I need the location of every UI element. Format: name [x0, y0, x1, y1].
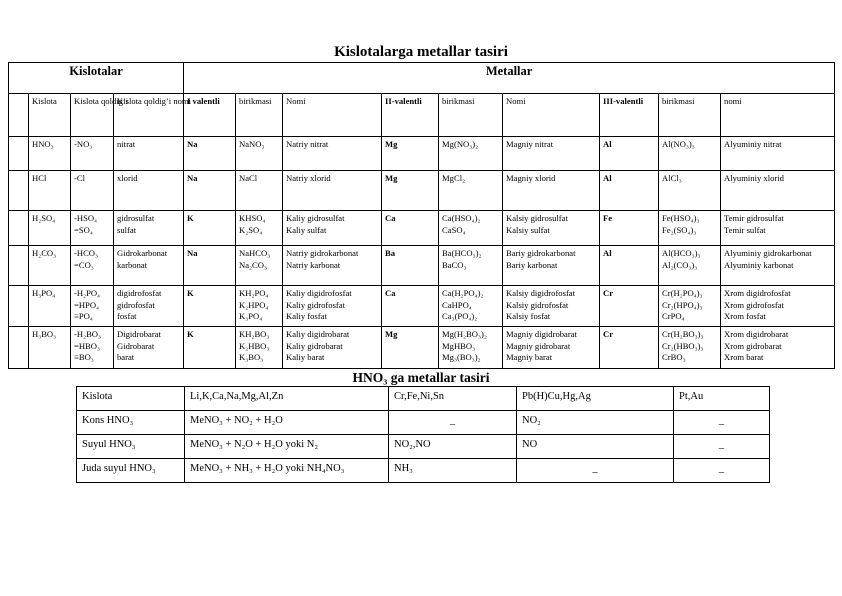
table-cell — [600, 171, 659, 211]
table-cell — [29, 246, 71, 286]
table-cell — [283, 327, 382, 369]
cell-line: Natriy gidrokarbonat — [286, 248, 359, 258]
table-cell — [236, 246, 283, 286]
table-cell — [283, 137, 382, 171]
cell-line: digidrofosfat — [117, 288, 162, 298]
cell-line: NH₃ — [394, 463, 413, 474]
cell-line: -Cl — [74, 173, 85, 183]
cell-line: Ca — [385, 288, 396, 298]
table-cell — [114, 171, 184, 211]
cell-line: Gidrobarat — [117, 340, 155, 351]
column-header — [114, 94, 191, 137]
cell-line: Ca(HSO₄)₂ — [442, 213, 481, 223]
cell-line: Alyuminiy xlorid — [724, 173, 784, 183]
cell-line: K — [187, 213, 194, 223]
cell-line: Natriy nitrat — [286, 139, 329, 149]
table-cell — [236, 327, 283, 369]
table-row — [9, 246, 835, 286]
hno3-metal-table — [76, 386, 770, 483]
cell-line: Bariy karbonat — [506, 259, 558, 270]
cell-line: Kalsiy gidrosulfat — [506, 213, 568, 223]
column-header — [29, 94, 71, 137]
table-cell — [29, 327, 71, 369]
cell-line: Gidrokarbonat — [117, 248, 168, 258]
cell-line: CrBO₃ — [662, 352, 686, 362]
cell-line: KH₂PO₄ — [239, 288, 269, 298]
cell-line: Bariy gidrokarbonat — [506, 248, 576, 258]
group-header-metallar: Metallar — [184, 63, 835, 94]
table-cell — [503, 211, 600, 246]
cell-line: Mg(H₂BO₃)₂ — [442, 329, 487, 339]
cell-line: Mg — [385, 173, 398, 183]
table-cell — [389, 459, 517, 483]
cell-line: =CO₃ — [74, 259, 94, 270]
table-cell — [503, 171, 600, 211]
table-row — [77, 459, 770, 483]
column-header — [71, 94, 129, 137]
cell-line: Al(HCO₃)₃ — [662, 248, 701, 258]
table-cell — [184, 286, 236, 327]
table-row — [9, 286, 835, 327]
cell-line: gidrosulfat — [117, 213, 155, 223]
table-cell — [721, 327, 835, 369]
cell-line: Cr₂(HBO₃)₃ — [662, 340, 704, 351]
cell-line: fosfat — [117, 311, 137, 321]
table-cell — [114, 137, 184, 171]
table-cell — [29, 211, 71, 246]
cell-line: Natriy xlorid — [286, 173, 331, 183]
table-cell — [382, 246, 439, 286]
cell-line: Nomi — [286, 96, 306, 106]
cell-line: Mg₃(BO₃)₂ — [442, 352, 481, 362]
cell-line: Kislota qoldig’i — [74, 96, 129, 106]
column-header — [185, 387, 389, 411]
cell-line: Kislota qoldig’i nomi — [117, 96, 191, 106]
cell-line: nitrat — [117, 139, 136, 149]
cell-line: H₃BO₃ — [32, 329, 57, 339]
cell-line: barat — [117, 352, 135, 362]
cell-line: MeNO₃ + NH₃ + H₂O yoki NH₄NO₃ — [190, 463, 345, 474]
cell-line: CrPO₄ — [662, 311, 685, 321]
cell-line: birikmasi — [442, 96, 475, 106]
page-title: Kislotalarga metallar tasiri — [334, 44, 508, 60]
cell-line: Na — [187, 173, 198, 183]
cell-line: xlorid — [117, 173, 138, 183]
table-cell — [184, 171, 236, 211]
table-cell — [439, 246, 503, 286]
table-cell — [382, 327, 439, 369]
column-header — [283, 94, 382, 137]
cell-line: Digidrobarat — [117, 329, 161, 339]
cell-line: Xrom digidrobarat — [724, 329, 789, 339]
cell-line: K — [187, 288, 194, 298]
cell-line: sulfat — [117, 224, 137, 235]
table-row — [9, 137, 835, 171]
cell-line: Xrom digidrofosfat — [724, 288, 791, 298]
table-cell — [721, 137, 835, 171]
table-cell — [389, 411, 517, 435]
table-cell — [71, 211, 114, 246]
cell-line: Al — [603, 173, 612, 183]
cell-line: MgHBO₃ — [442, 340, 476, 351]
cell-line: Fe — [603, 213, 613, 223]
cell-line: Kaliy gidrofosfat — [286, 299, 345, 310]
table-cell — [236, 137, 283, 171]
table-cell — [600, 286, 659, 327]
table-cell — [721, 286, 835, 327]
table-cell — [517, 411, 674, 435]
table-cell — [503, 137, 600, 171]
table-cell — [114, 246, 184, 286]
table-cell — [236, 286, 283, 327]
cell-line: Temir gidrosulfat — [724, 213, 784, 223]
table-row — [9, 211, 835, 246]
cell-line: _ — [718, 463, 725, 474]
cell-line: -NO₃ — [74, 139, 93, 149]
cell-line: CaHPO₄ — [442, 299, 472, 310]
cell-line: K₃BO₃ — [239, 352, 264, 362]
cell-line: ≡BO₃ — [74, 352, 94, 362]
cell-line: Kaliy sulfat — [286, 224, 327, 235]
table-cell — [29, 137, 71, 171]
cell-line: Xrom gidrofosfat — [724, 299, 784, 310]
cell-line: Kislota — [32, 96, 57, 106]
cell-line: Fe₂(SO₄)₃ — [662, 224, 697, 235]
table-cell — [236, 171, 283, 211]
column-header — [674, 387, 770, 411]
cell-line: BaCO₃ — [442, 259, 467, 270]
table-cell — [721, 211, 835, 246]
table-cell — [283, 211, 382, 246]
cell-line: MeNO₃ + N₂O + H₂O yoki N₂ — [190, 439, 318, 450]
table-cell — [382, 286, 439, 327]
acid-metal-table — [8, 62, 835, 369]
column-header — [600, 94, 659, 137]
cell-line: Cr — [603, 288, 614, 298]
cell-line: Magniy xlorid — [506, 173, 556, 183]
cell-line: K₂HBO₃ — [239, 340, 270, 351]
cell-line: MgCl₂ — [442, 173, 466, 183]
cell-line: Li,K,Ca,Na,Mg,Al,Zn — [190, 391, 284, 402]
cell-line: NaNO₃ — [239, 139, 265, 149]
cell-line: Alyuminiy karbonat — [724, 259, 794, 270]
cell-line: Pt,Au — [679, 391, 704, 402]
table-cell — [659, 211, 721, 246]
column-header — [439, 94, 503, 137]
cell-line: birikmasi — [662, 96, 695, 106]
cell-line: karbonat — [117, 259, 148, 270]
table-cell — [114, 286, 184, 327]
cell-line: -HSO₄ — [74, 213, 98, 223]
table-cell — [600, 137, 659, 171]
cell-line: Cr,Fe,Ni,Sn — [394, 391, 445, 402]
cell-line: Magniy nitrat — [506, 139, 554, 149]
table-cell — [71, 327, 114, 369]
table-cell — [659, 327, 721, 369]
cell-line: _ — [718, 415, 725, 426]
table-cell — [389, 435, 517, 459]
cell-line: AlCl₃ — [662, 173, 682, 183]
column-header — [517, 387, 674, 411]
cell-line: MeNO₃ + NO₂ + H₂O — [190, 415, 283, 426]
cell-line: H₂SO₄ — [32, 213, 56, 223]
cell-line: Al — [603, 139, 612, 149]
table-cell — [114, 327, 184, 369]
table-cell — [439, 286, 503, 327]
table-cell — [659, 286, 721, 327]
cell-line: Xrom fosfat — [724, 311, 766, 321]
cell-line: Ca(H₂PO₄)₂ — [442, 288, 484, 298]
table-cell — [29, 171, 71, 211]
cell-line: NO — [522, 439, 538, 450]
cell-line: Kons HNO₃ — [82, 415, 134, 426]
cell-line: K — [187, 329, 194, 339]
cell-line: -H₂PO₄ — [74, 288, 101, 298]
blank-cell — [9, 137, 29, 171]
cell-line: Magniy digidrobarat — [506, 329, 577, 339]
cell-line: ≡PO₄ — [74, 311, 93, 321]
cell-line: Mg — [385, 329, 398, 339]
cell-line: Magniy gidrobarat — [506, 340, 571, 351]
cell-line: Al(NO₃)₃ — [662, 139, 695, 149]
cell-line: Cr₂(HPO₄)₃ — [662, 299, 703, 310]
cell-line: Kaliy digidrobarat — [286, 329, 350, 339]
table-cell — [236, 211, 283, 246]
column-header — [389, 387, 517, 411]
column-header — [382, 94, 439, 137]
cell-line: I valentli — [187, 96, 220, 106]
table-row — [77, 411, 770, 435]
table-cell — [659, 171, 721, 211]
table-cell — [185, 435, 389, 459]
cell-line: Ca — [385, 213, 396, 223]
table-cell — [114, 211, 184, 246]
column-header — [184, 94, 236, 137]
cell-line: _ — [449, 415, 456, 426]
cell-line: =HBO₃ — [74, 340, 100, 351]
cell-line: NO₂,NO — [394, 439, 431, 450]
cell-line: Ba — [385, 248, 396, 258]
cell-line: _ — [718, 439, 725, 450]
cell-line: Na₂CO₃ — [239, 259, 267, 270]
cell-line: K₂HPO₄ — [239, 299, 269, 310]
blank-cell — [9, 327, 29, 369]
table-cell — [659, 137, 721, 171]
cell-line: _ — [592, 463, 598, 474]
table-cell — [382, 171, 439, 211]
cell-line: gidrofosfat — [117, 299, 155, 310]
table-cell — [382, 211, 439, 246]
cell-line: Kalsiy sulfat — [506, 224, 550, 235]
cell-line: III-valentli — [603, 96, 644, 106]
column-header — [77, 387, 185, 411]
cell-line: Cr(H₂PO₄)₃ — [662, 288, 703, 298]
cell-line: Al₂(CO₃)₃ — [662, 259, 698, 270]
cell-line: Juda suyul HNO₃ — [82, 463, 156, 474]
cell-line: H₂CO₃ — [32, 248, 57, 258]
cell-line: Temir sulfat — [724, 224, 766, 235]
table-cell — [382, 137, 439, 171]
cell-line: Ba(HCO₃)₂ — [442, 248, 482, 258]
cell-line: Kaliy digidrofosfat — [286, 288, 352, 298]
table-cell — [71, 171, 114, 211]
cell-line: Mg(NO₃)₂ — [442, 139, 479, 149]
cell-line: K₂SO₄ — [239, 224, 263, 235]
table-cell — [77, 411, 185, 435]
cell-line: -HCO₃ — [74, 248, 99, 258]
cell-line: Fe(HSO₄)₃ — [662, 213, 700, 223]
cell-line: CaSO₄ — [442, 224, 466, 235]
table-cell — [184, 137, 236, 171]
table-cell — [517, 435, 674, 459]
cell-line: KHSO₄ — [239, 213, 266, 223]
cell-line: nomi — [724, 96, 742, 106]
column-header — [503, 94, 600, 137]
table-cell — [29, 286, 71, 327]
table-row — [77, 435, 770, 459]
blank-cell — [9, 246, 29, 286]
cell-line: Kaliy fosfat — [286, 311, 327, 321]
table-cell — [721, 246, 835, 286]
cell-line: Alyuminiy nitrat — [724, 139, 782, 149]
table-cell — [721, 171, 835, 211]
table-cell — [283, 171, 382, 211]
cell-line: Na — [187, 248, 198, 258]
cell-line: Na — [187, 139, 198, 149]
table-cell — [71, 246, 114, 286]
cell-line: II-valentli — [385, 96, 422, 106]
table-cell — [517, 459, 674, 483]
table-cell — [503, 246, 600, 286]
table-cell — [674, 459, 770, 483]
group-header-kislotalar: Kislotalar — [9, 63, 184, 94]
cell-line: Magniy barat — [506, 352, 553, 362]
table-cell — [77, 459, 185, 483]
table-row — [9, 171, 835, 211]
table-cell — [71, 137, 114, 171]
table-cell — [184, 246, 236, 286]
table-cell — [184, 327, 236, 369]
cell-line: Suyul HNO₃ — [82, 439, 136, 450]
cell-line: Kaliy gidrosulfat — [286, 213, 345, 223]
cell-line: NaCl — [239, 173, 258, 183]
table-row — [9, 327, 835, 369]
cell-line: Mg — [385, 139, 398, 149]
cell-line: H₃PO₄ — [32, 288, 56, 298]
cell-line: Kislota — [82, 391, 113, 402]
cell-line: Natriy karbonat — [286, 259, 341, 270]
column-header — [721, 94, 835, 137]
cell-line: K₃PO₄ — [239, 311, 263, 321]
blank-cell — [9, 286, 29, 327]
table-cell — [283, 246, 382, 286]
cell-line: =HPO₄ — [74, 299, 100, 310]
header-row — [77, 387, 770, 411]
table-cell — [503, 286, 600, 327]
table-cell — [439, 327, 503, 369]
cell-line: Kalsiy gidrofosfat — [506, 299, 569, 310]
cell-line: HCl — [32, 173, 47, 183]
table-cell — [600, 246, 659, 286]
cell-line: =SO₄ — [74, 224, 93, 235]
blank-cell — [9, 211, 29, 246]
cell-line: Cr — [603, 329, 614, 339]
table-cell — [185, 459, 389, 483]
cell-line: Cr(H₂BO₃)₃ — [662, 329, 704, 339]
cell-line: Al — [603, 248, 612, 258]
blank-cell — [9, 171, 29, 211]
cell-line: NaHCO₃ — [239, 248, 271, 258]
table-cell — [439, 171, 503, 211]
cell-line: Xrom gidrobarat — [724, 340, 782, 351]
table-cell — [659, 246, 721, 286]
cell-line: Kaliy gidrobarat — [286, 340, 343, 351]
cell-line: Kalsiy digidrofosfat — [506, 288, 576, 298]
table-cell — [185, 411, 389, 435]
table-cell — [600, 211, 659, 246]
cell-line: -H₂BO₃ — [74, 329, 101, 339]
cell-line: Ca₃(PO₄)₂ — [442, 311, 478, 321]
blank-cell — [9, 94, 29, 137]
column-header — [236, 94, 283, 137]
cell-line: KH₂BO₃ — [239, 329, 270, 339]
table-cell — [184, 211, 236, 246]
table-cell — [439, 137, 503, 171]
table-cell — [77, 435, 185, 459]
table-cell — [674, 435, 770, 459]
section-title: HNO₃ ga metallar tasiri — [352, 370, 490, 385]
cell-line: HNO₃ — [32, 139, 54, 149]
cell-line: Kalsiy fosfat — [506, 311, 551, 321]
cell-line: NO₂ — [522, 415, 541, 426]
table-cell — [71, 286, 114, 327]
cell-line: birikmasi — [239, 96, 272, 106]
cell-line: Nomi — [506, 96, 526, 106]
table-cell — [674, 411, 770, 435]
cell-line: Pb(H)Cu,Hg,Ag — [522, 391, 591, 402]
cell-line: Xrom barat — [724, 352, 764, 362]
column-header — [659, 94, 721, 137]
cell-line: Alyuminiy gidrokarbonat — [724, 248, 812, 258]
table-cell — [283, 286, 382, 327]
table-cell — [600, 327, 659, 369]
table-cell — [503, 327, 600, 369]
table-cell — [439, 211, 503, 246]
cell-line: Kaliy barat — [286, 352, 325, 362]
